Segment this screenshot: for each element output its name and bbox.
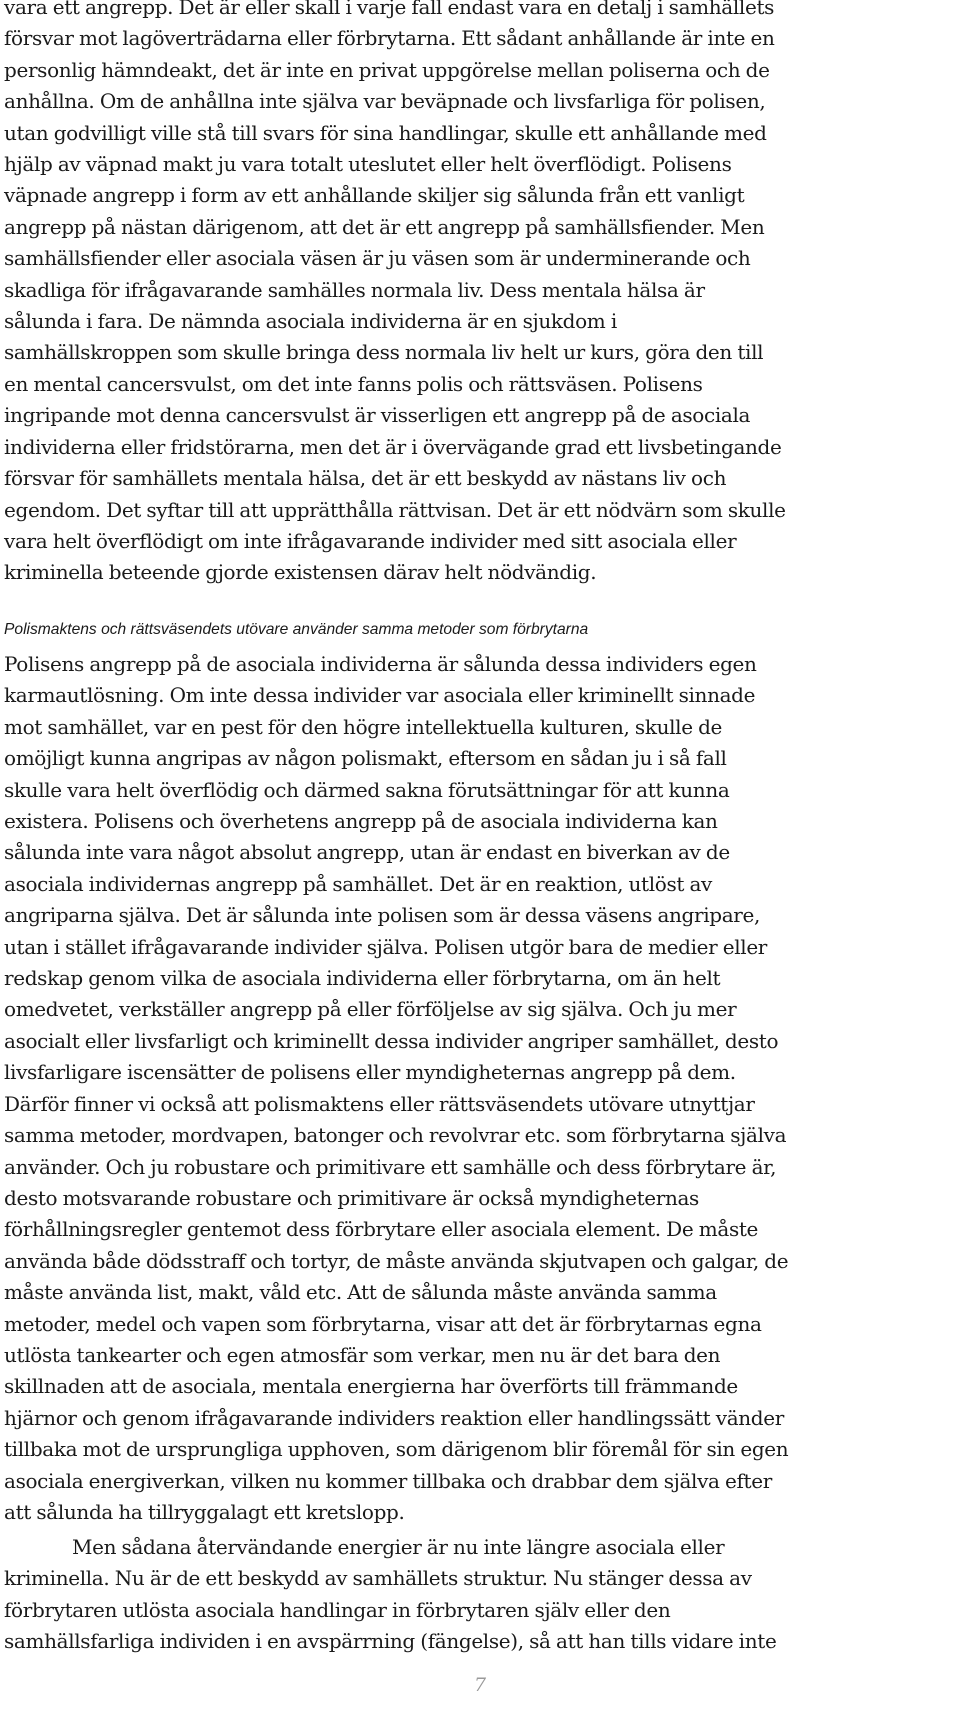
text-line: använda både dödsstraff och tortyr, de måste använda skjutvapen och galgar, de (4, 1248, 789, 1273)
text-line: en mental cancersvulst, om det inte fanns polis och rättsväsen. Polisens (4, 371, 703, 396)
text-line: desto motsvarande robustare och primitivare är också myndigheternas (4, 1185, 699, 1210)
page-number: 7 (473, 1674, 487, 1696)
text-line: skulle vara helt överflödig och därmed sakna förutsättningar för att kunna (4, 777, 730, 802)
text-line: utlösta tankearter och egen atmosfär som verkar, men nu är det bara den (4, 1342, 721, 1367)
text-line: omedvetet, verkställer angrepp på eller förföljelse av sig själva. Och ju mer (4, 997, 737, 1022)
text-line: asociala energiverkan, vilken nu kommer tillbaka och drabbar dem själva efter (4, 1468, 772, 1493)
paragraph (4, 0, 954, 589)
text-line: samhällsfiender eller asociala väsen är ju väsen som är underminerande och (4, 246, 751, 271)
text-line: Polisens angrepp på de asociala individerna är sålunda dessa individers egen (4, 652, 757, 676)
text-line: sålunda i fara. De nämnda asociala individerna är en sjukdom i (4, 309, 617, 334)
text-line: försvar för samhällets mentala hälsa, det är ett beskydd av nästans liv och (4, 466, 727, 491)
text-line: redskap genom vilka de asociala individerna eller förbrytarna, om än helt (4, 966, 721, 991)
paragraph (4, 1532, 954, 1658)
text-line: Därför finner vi också att polismaktens eller rättsväsendets utövare utnyttjar (4, 1091, 755, 1116)
text-line: anhållna. Om de anhållna inte själva var beväpnade och livsfarliga för polisen, (4, 89, 766, 114)
text-line: förbrytaren utlösta asociala handlingar in förbrytaren själv eller den (4, 1597, 671, 1622)
text-line: personlig hämndeakt, det är inte en privat uppgörelse mellan poliserna och de (4, 57, 770, 82)
text-line: utan godvilligt ville stå till svars för sina handlingar, skulle ett anhållande med (4, 120, 767, 145)
text-line: existera. Polisens och överhetens angrepp på de asociala individerna kan (4, 809, 718, 834)
text-line: hjärnor och genom ifrågavarande individers reaktion eller handlingssätt vänder (4, 1405, 784, 1430)
text-line: asociala individernas angrepp på samhället. Det är en reaktion, utlöst av (4, 871, 712, 896)
text-line: karmautlösning. Om inte dessa individer var asociala eller kriminellt sinnade (4, 683, 756, 708)
text-line: kriminella. Nu är de ett beskydd av samhällets struktur. Nu stänger dessa av (4, 1566, 752, 1591)
text-line: utan i stället ifrågavarande individer själva. Polisen utgör bara de medier eller (4, 934, 768, 959)
text-line: asocialt eller livsfarligt och kriminellt dessa individer angriper samhället, desto (4, 1028, 779, 1053)
text-line: metoder, medel och vapen som förbrytarna, visar att det är förbrytarnas egna (4, 1311, 762, 1336)
section-heading: Polismaktens och rättsväsendets utövare använder samma metoder som förbrytarna (4, 621, 589, 638)
text-line: ingripande mot denna cancersvulst är visserligen ett angrepp på de asociala (4, 403, 751, 428)
text-line: livsfarligare iscensätter de polisens eller myndigheternas angrepp på dem. (4, 1060, 736, 1085)
text-line: väpnade angrepp i form av ett anhållande skiljer sig sålunda från ett vanligt (4, 183, 745, 208)
text-line: försvar mot lagöverträdarna eller förbrytarna. Ett sådant anhållande är inte en (4, 26, 775, 51)
text-line: individerna eller fridstörarna, men det är i övervägande grad ett livsbetingande (4, 434, 782, 459)
paragraph (4, 649, 954, 1528)
text-line: tillbaka mot de ursprungliga upphoven, som därigenom blir föremål för sin egen (4, 1437, 789, 1462)
text-line: angriparna själva. Det är sålunda inte polisen som är dessa väsens angripare, (4, 903, 760, 928)
text-line: hjälp av väpnad makt ju vara totalt uteslutet eller helt överflödigt. Polisens (4, 152, 732, 177)
text-line: skillnaden att de asociala, mentala energierna har överförts till främmande (4, 1374, 738, 1399)
text-line: sålunda inte vara något absolut angrepp, utan är endast en biverkan av de (4, 840, 730, 865)
text-line: samhällsfarliga individen i en avspärrning (fängelse), så att han tills vidare inte (4, 1629, 777, 1654)
text-line: skadliga för ifrågavarande samhälles normala liv. Dess mentala hälsa är (4, 277, 705, 302)
text-line: förhållningsregler gentemot dess förbrytare eller asociala element. De måste (4, 1217, 759, 1242)
text-line: vara ett angrepp. Det är eller skall i varje fall endast vara en detalj i samhällets (4, 0, 775, 19)
text-line: mot samhället, var en pest för den högre intellektuella kulturen, skulle de (4, 714, 723, 739)
text-line: angrepp på nästan därigenom, att det är ett angrepp på samhällsfiender. Men (4, 214, 765, 239)
text-line: omöjligt kunna angripas av någon polismakt, eftersom en sådan ju i så fall (4, 746, 727, 771)
text-line: samma metoder, mordvapen, batonger och revolvrar etc. som förbrytarna själva (4, 1123, 787, 1148)
text-line: samhällskroppen som skulle bringa dess normala liv helt ur kurs, göra den till (4, 340, 764, 365)
text-line: använder. Och ju robustare och primitivare ett samhälle och dess förbrytare är, (4, 1154, 777, 1179)
text-line: vara helt överflödigt om inte ifrågavarande individer med sitt asociala eller (4, 528, 737, 553)
text-line: Men sådana återvändande energier är nu inte längre asociala eller (72, 1535, 725, 1559)
text-line: måste använda list, makt, våld etc. Att de sålunda måste använda samma (4, 1280, 717, 1305)
text-line: kriminella beteende gjorde existensen därav helt nödvändig. (4, 560, 597, 585)
text-line: att sålunda ha tillryggalagt ett kretslopp. (4, 1499, 405, 1524)
text-line: egendom. Det syftar till att upprätthålla rättvisan. Det är ett nödvärn som skulle (4, 497, 786, 522)
